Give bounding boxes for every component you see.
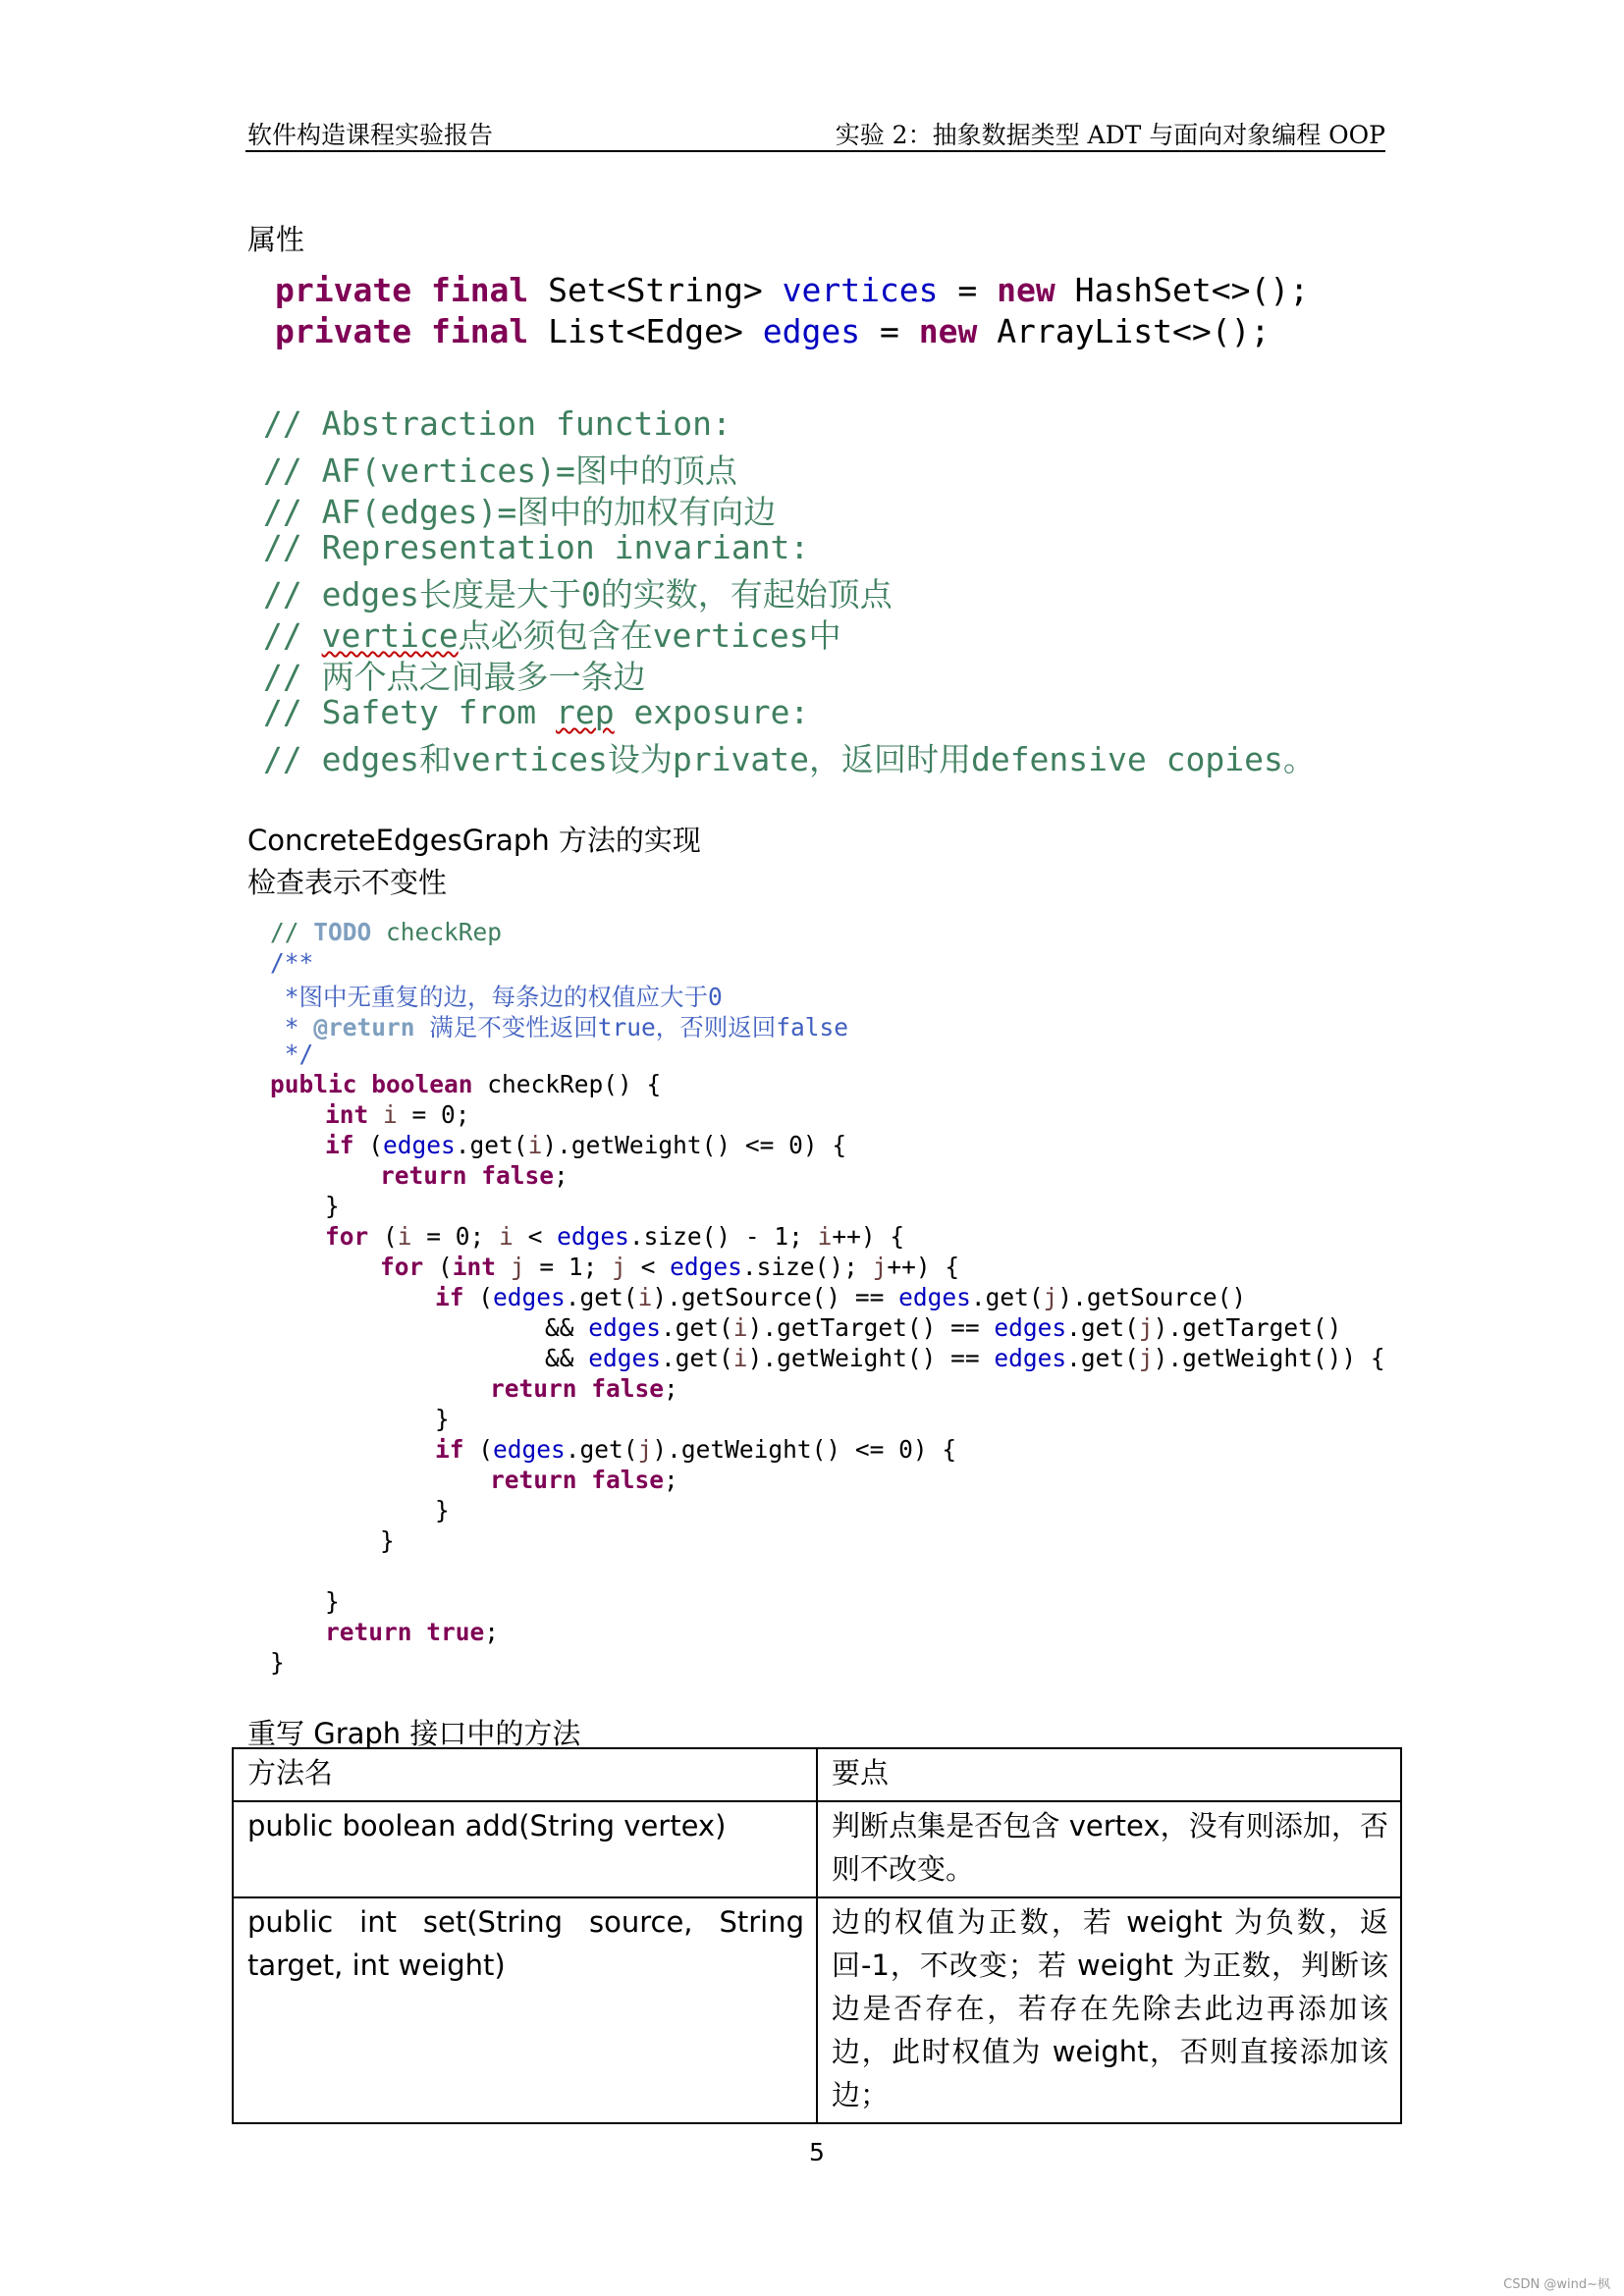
comment-line: // Abstraction function:	[263, 404, 731, 443]
comment-line: // edges和vertices设为private，返回时用defensive copies。	[263, 740, 1316, 778]
table-row	[233, 1897, 1401, 2123]
comment-line: // AF(edges)=图中的加权有向边	[263, 493, 777, 531]
note-cell: 判断点集是否包含 vertex，没有则添加，否则不改变。	[817, 1801, 1401, 1897]
header-rule	[245, 150, 1385, 152]
code-line: }	[380, 1526, 395, 1555]
code-line: public boolean checkRep() {	[270, 1070, 662, 1098]
page-number: 5	[809, 2138, 825, 2166]
comment-line: // vertice点必须包含在vertices中	[263, 616, 841, 655]
method-cell: public int set(String source, String target, int weight)	[233, 1897, 817, 2123]
section-attributes-heading: 属性	[247, 223, 305, 256]
table-header-cell: 方法名	[233, 1748, 817, 1801]
code-line: *图中无重复的边，每条边的权值应大于0	[270, 983, 723, 1011]
table-header-cell: 要点	[817, 1748, 1401, 1801]
header-right: 实验 2：抽象数据类型 ADT 与面向对象编程 OOP	[835, 121, 1385, 149]
note-cell: 边的权值为正数，若 weight 为负数，返回-1，不改变；若 weight 为正数，判断该边是否存在，若存在先除去此边再添加该边，此时权值为 weight，否则直接添加该边；	[817, 1897, 1401, 2123]
table-header-row	[233, 1748, 1401, 1801]
code-line: if (edges.get(i).getSource() == edges.get(j).getSource()	[435, 1283, 1247, 1311]
methods-table	[232, 1747, 1402, 2124]
code-line: int i = 0;	[325, 1100, 470, 1129]
code-line: /**	[270, 948, 314, 977]
section-override-heading: 重写 Graph 接口中的方法	[247, 1717, 581, 1750]
comment-line: // edges长度是大于0的实数，有起始顶点	[263, 575, 893, 614]
code-line: */	[270, 1040, 314, 1068]
comment-line: // 两个点之间最多一条边	[263, 658, 646, 696]
code-line: }	[325, 1192, 340, 1220]
watermark: CSDN @wind~枫	[1503, 2277, 1610, 2292]
attr-line-vertices: private final Set<String> vertices = new HashSet<>();	[275, 271, 1310, 309]
code-line: }	[270, 1648, 285, 1677]
code-line: }	[435, 1496, 450, 1524]
code-line: if (edges.get(i).getWeight() <= 0) {	[325, 1131, 847, 1159]
code-line: return false;	[490, 1374, 678, 1403]
code-line: if (edges.get(j).getWeight() <= 0) {	[435, 1435, 957, 1464]
table-row	[233, 1801, 1401, 1897]
code-line: }	[435, 1405, 450, 1433]
comment-line: // Representation invariant:	[263, 528, 810, 566]
code-line: return false;	[490, 1466, 678, 1494]
code-line: }	[325, 1587, 340, 1616]
comment-line: // AF(vertices)=图中的顶点	[263, 452, 737, 490]
attr-line-edges: private final List<Edge> edges = new ArrayList<>();	[275, 312, 1271, 350]
code-line: return false;	[380, 1161, 568, 1190]
comment-line: // Safety from rep exposure:	[263, 693, 810, 731]
header-left: 软件构造课程实验报告	[247, 121, 494, 149]
code-line: for (int j = 1; j < edges.size(); j++) {	[380, 1253, 960, 1281]
code-line: * @return 满足不变性返回true，否则返回false	[270, 1013, 849, 1041]
code-line: && edges.get(i).getWeight() == edges.get(j).getWeight()) {	[545, 1344, 1385, 1372]
section-check-heading: 检查表示不变性	[247, 866, 448, 899]
section-impl-heading: ConcreteEdgesGraph 方法的实现	[247, 824, 701, 857]
code-line: // TODO checkRep	[270, 918, 503, 946]
code-line: && edges.get(i).getTarget() == edges.get(j).getTarget()	[545, 1313, 1342, 1342]
code-line: return true;	[325, 1618, 500, 1646]
code-line: for (i = 0; i < edges.size() - 1; i++) {	[325, 1222, 905, 1251]
method-cell: public boolean add(String vertex)	[233, 1801, 817, 1897]
